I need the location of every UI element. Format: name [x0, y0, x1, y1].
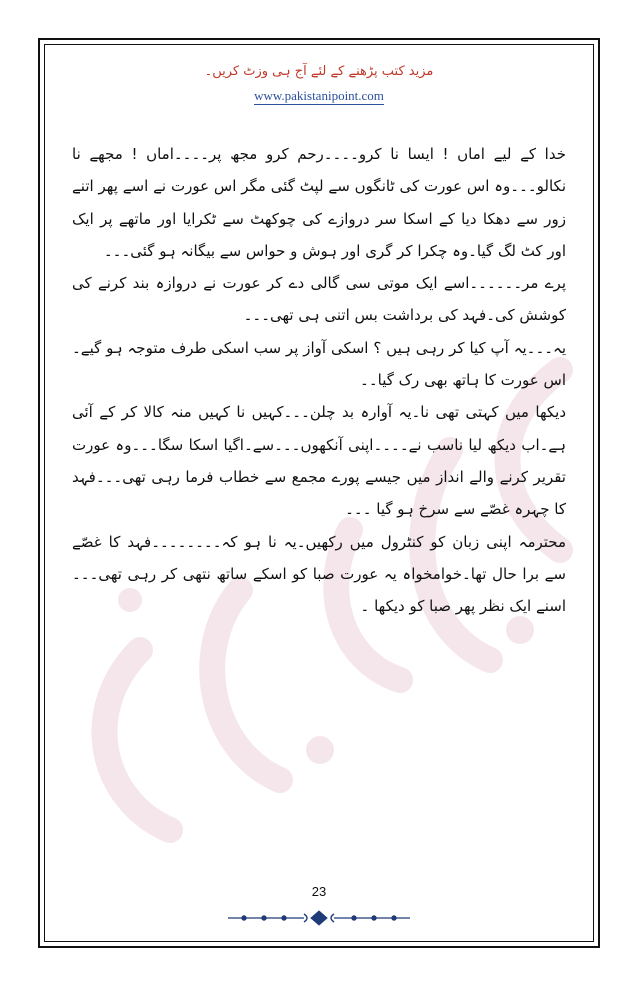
paragraph: پرے مر۔۔۔۔۔۔اسے ایک موتی سی گالی دے کر عورت نے دروازہ بند کرنے کی کوشش کی۔فہد کی برداشت بس اتنی ہی تھی۔۔۔: [72, 274, 566, 325]
website-link[interactable]: www.pakistanipoint.com: [254, 88, 384, 103]
paragraph: یہ۔۔۔یہ آپ کیا کر رہی ہیں ؟ اسکی آواز پر سب اسکی طرف متوجہ ہو گیے۔اس عورت کا ہاتھ بھی رک گیا۔۔: [72, 338, 566, 390]
paragraph: خدا کے لیے اماں ! ایسا نا کرو۔۔۔۔رحم کرو مجھ پر۔۔۔۔اماں ! مجھے نا نکالو۔۔۔وہ اس عورت کی ٹانگوں سے لپٹ گئی مگر اس عورت نے اسے پھر اتنے زور سے دھکا دیا کے اسکا سر دروازے کی چوکھٹ سے ٹکرایا اور ماتھے پر ایک اور کٹ لگ گیا۔وہ چکرا کر گری اور ہوش و حواس سے بیگانہ ہو گئی۔۔۔: [72, 145, 566, 260]
website-link-wrapper: [0, 88, 638, 104]
ornament-divider-icon: [224, 910, 414, 926]
story-body: [72, 138, 566, 622]
paragraph: محترمہ اپنی زبان کو کنٹرول میں رکھیں۔یہ نا ہو کہ۔۔۔۔۔۔۔۔فہد کا غصّے سے برا حال تھا۔خوامخواہ یہ عورت صبا کو اسکے ساتھ نتھی کر رہی تھی۔۔۔اسنے ایک نظر پھر صبا کو دیکھا ۔: [72, 532, 566, 616]
promo-text: مزید کتب پڑھنے کے لئے آج ہی وزٹ کریں۔: [204, 64, 434, 79]
page-number: 23: [311, 884, 327, 899]
paragraph: دیکھا میں کہتی تھی نا۔یہ آوارہ بد چلن۔۔۔کہیں نا کہیں منہ کالا کر کے آئی ہے۔اب دیکھ لیا ناسب نے۔۔۔۔اپنی آنکھوں۔۔۔سے۔اگیا اسکا سگا۔۔۔وہ عورت تقریر کرنے والے انداز میں جیسے پورے مجمع سے خطاب فرما رہی تھی۔۔۔فہد کا چہرہ غصّے سے سرخ ہو گیا ۔۔۔: [72, 403, 566, 519]
